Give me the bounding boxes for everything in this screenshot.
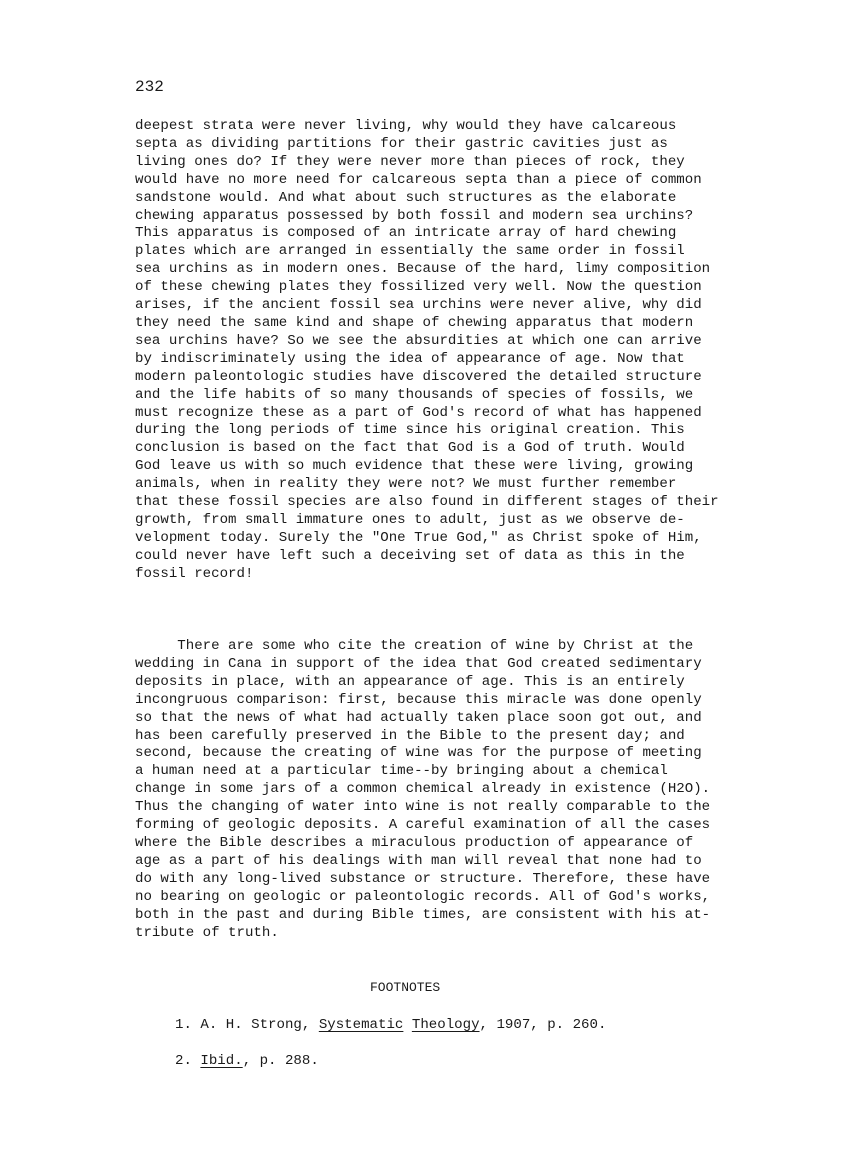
text-line: plates which are arranged in essentially the same order in fossil [135,243,685,260]
text-line: wedding in Cana in support of the idea that God created sedimentary [135,655,702,672]
text-line: where the Bible describes a miraculous production of appearance of [135,834,694,851]
footnote-author: A. H. Strong, [200,1017,311,1033]
text-line: forming of geologic deposits. A careful examination of all the cases [135,817,711,834]
text-line: change in some jars of a common chemical already in existence (H2O). [135,781,711,798]
text-line: that these fossil species are also found in different stages of their [135,494,719,511]
text-line: no bearing on geologic or paleontologic records. All of God's works, [135,888,711,905]
text-line: arises, if the ancient fossil sea urchins were never alive, why did [135,297,702,314]
footnotes-heading: FOOTNOTES [370,980,441,995]
text-line: conclusion is based on the fact that God is a God of truth. Would [135,440,685,457]
text-line: deepest strata were never living, why would they have calcareous [135,118,677,134]
text-line: do with any long-lived substance or structure. Therefore, these have [135,870,711,887]
footnote-citation: , p. 288. [242,1053,319,1069]
text-line: animals, when in reality they were not? We must further remember [135,476,677,493]
text-line: There are some who cite the creation of wine by Christ at the [135,638,694,654]
paragraph-1 [135,118,719,584]
footnote-title-word: Systematic [318,1017,404,1033]
text-line: second, because the creating of wine was for the purpose of meeting [135,745,702,762]
text-line: by indiscriminately using the idea of appearance of age. Now that [135,350,685,367]
text-line: deposits in place, with an appearance of age. This is an entirely [135,673,685,690]
text-line: must recognize these as a part of God's record of what has happened [135,404,702,421]
paragraph-2 [135,638,710,942]
footnote-marker: 2. [175,1053,192,1069]
text-line: during the long periods of time since his original creation. This [135,422,685,439]
text-line: God leave us with so much evidence that these were living, growing [135,458,694,475]
text-line: septa as dividing partitions for their gastric cavities just as [135,135,668,152]
text-line: of these chewing plates they fossilized very well. Now the question [135,279,702,296]
text-line: fossil record! [135,565,254,582]
footnote-title-word: Theology [411,1017,480,1033]
text-line: could never have left such a deceiving set of data as this in the [135,547,685,564]
text-line: sea urchins have? So we see the absurdities at which one can arrive [135,332,702,349]
text-line: Thus the changing of water into wine is not really comparable to the [135,799,711,816]
text-line: has been carefully preserved in the Bible to the present day; and [135,727,685,744]
text-line: tribute of truth. [135,924,279,941]
text-line: would have no more need for calcareous septa than a piece of common [135,171,702,188]
text-line: both in the past and during Bible times, are consistent with his at- [135,906,711,923]
footnote-marker: 1. [175,1017,192,1033]
footnote-ibid: Ibid. [200,1053,243,1069]
page-number: 232 [135,78,164,96]
text-line: This apparatus is composed of an intricate array of hard chewing [135,225,677,242]
text-line: chewing apparatus possessed by both fossil and modern sea urchins? [135,207,694,224]
text-line: so that the news of what had actually taken place soon got out, and [135,709,702,726]
text-line: a human need at a particular time--by bringing about a chemical [135,763,668,780]
text-line: sea urchins as in modern ones. Because of the hard, limy composition [135,261,711,278]
text-line: age as a part of his dealings with man will reveal that none had to [135,852,702,869]
text-line: living ones do? If they were never more than pieces of rock, they [135,153,685,170]
text-line: incongruous comparison: first, because this miracle was done openly [135,691,702,708]
footnote-1 [175,1016,606,1034]
footnote-citation: , 1907, p. 260. [479,1017,607,1033]
text-line: they need the same kind and shape of chewing apparatus that modern [135,314,694,331]
text-line: modern paleontologic studies have discovered the detailed structure [135,368,702,385]
text-line: growth, from small immature ones to adult, just as we observe de- [135,511,685,528]
text-line: velopment today. Surely the "One True God," as Christ spoke of Him, [135,529,702,546]
text-line: sandstone would. And what about such structures as the elaborate [135,189,677,206]
footnote-2 [175,1052,319,1070]
text-line: and the life habits of so many thousands of species of fossils, we [135,386,694,403]
